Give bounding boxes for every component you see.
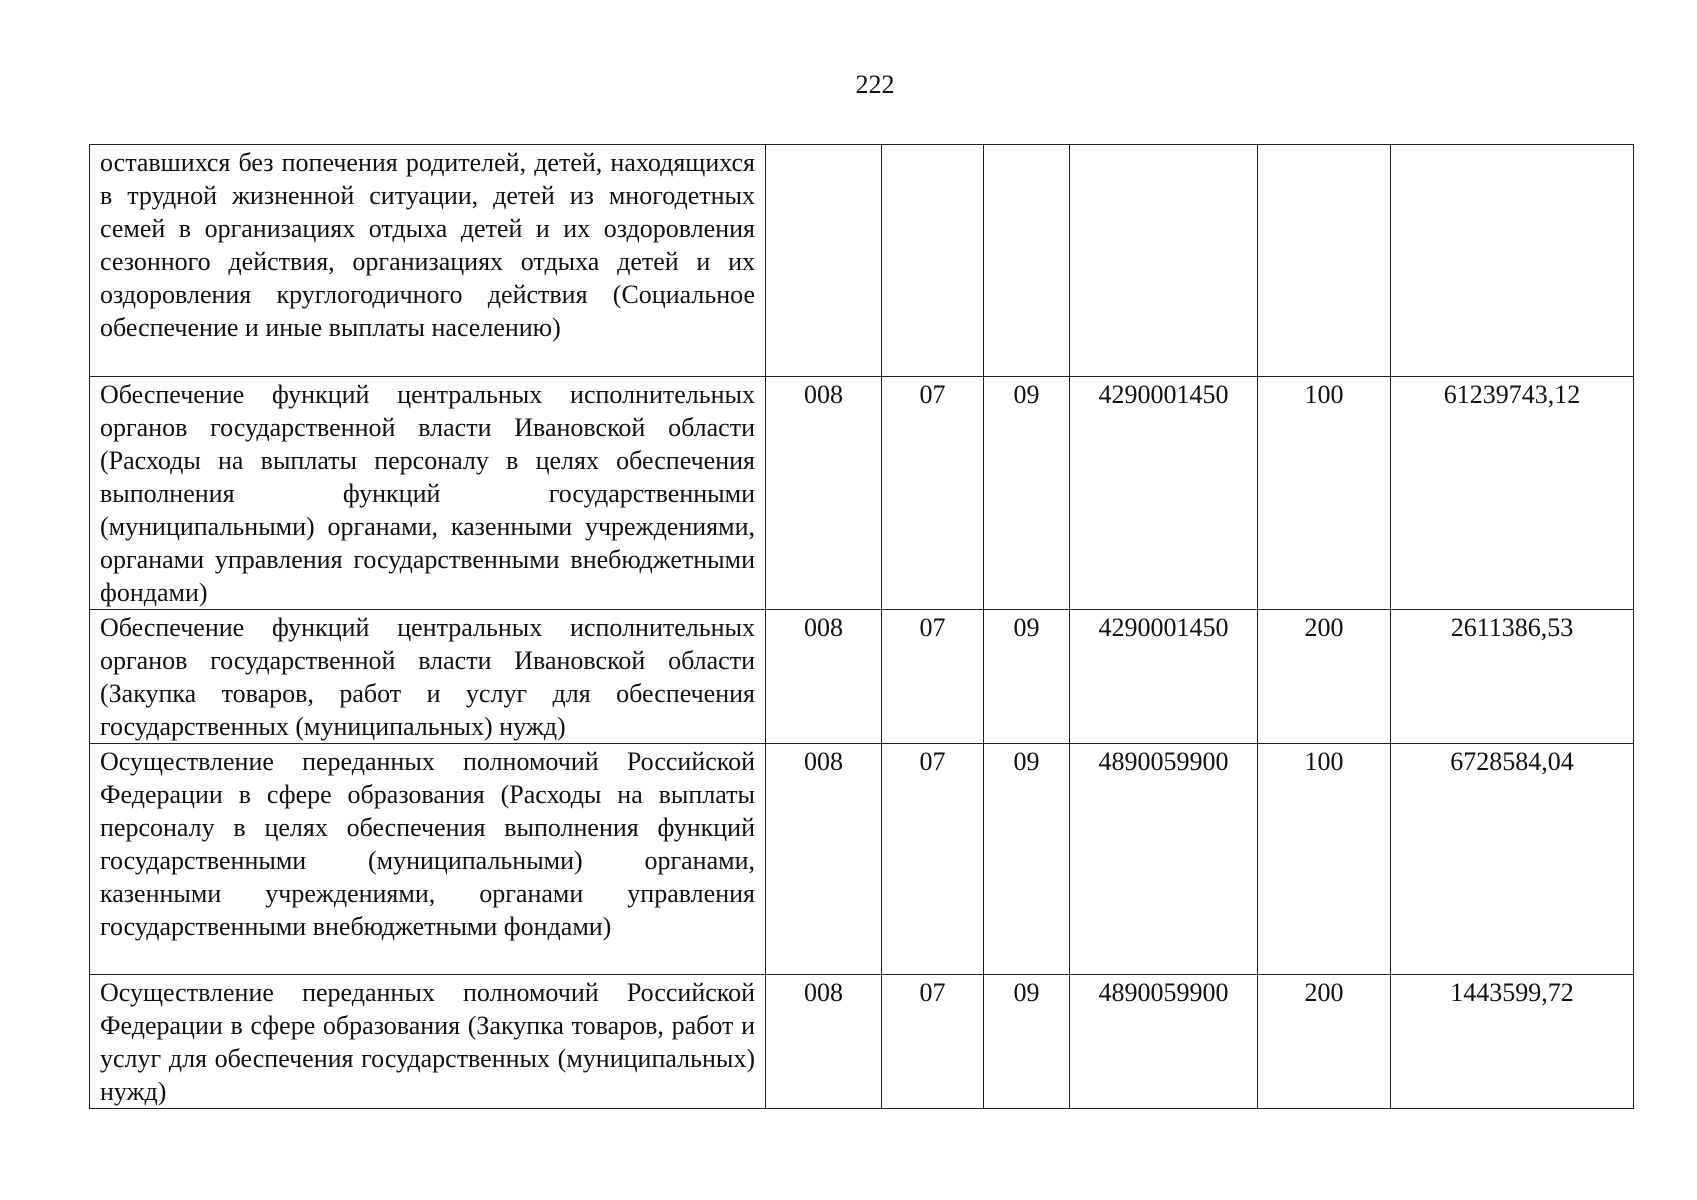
section-code-cell: 07 <box>882 744 984 975</box>
row-description: Осуществление переданных полномочий Российской Федерации в сфере образования (Расходы на выплаты персоналу в целях обеспечения выполнения функций государственными (муниципальными) органами, казенными учреждениями, органами управления государственными внебюджетными фондами) <box>90 744 766 975</box>
subsection-code-cell: 09 <box>984 610 1070 744</box>
budget-table <box>89 144 1634 1109</box>
expense-type-cell: 200 <box>1258 610 1391 744</box>
subsection-code-cell: 09 <box>984 377 1070 610</box>
section-code-cell <box>882 145 984 377</box>
amount-cell: 1443599,72 <box>1391 975 1634 1109</box>
ministry-code-cell: 008 <box>766 377 882 610</box>
ministry-code-cell: 008 <box>766 610 882 744</box>
ministry-code-cell: 008 <box>766 975 882 1109</box>
row-description: Осуществление переданных полномочий Российской Федерации в сфере образования (Закупка товаров, работ и услуг для обеспечения государственных (муниципальных) нужд) <box>90 975 766 1109</box>
page-number: 222 <box>855 70 895 99</box>
ministry-code-cell: 008 <box>766 744 882 975</box>
expense-type-cell: 200 <box>1258 975 1391 1109</box>
target-article-cell: 4290001450 <box>1070 610 1258 744</box>
table-row <box>90 145 1634 377</box>
target-article-cell: 4290001450 <box>1070 377 1258 610</box>
expense-type-cell <box>1258 145 1391 377</box>
section-code-cell: 07 <box>882 377 984 610</box>
subsection-code-cell: 09 <box>984 975 1070 1109</box>
target-article-cell: 4890059900 <box>1070 744 1258 975</box>
section-code-cell: 07 <box>882 610 984 744</box>
expense-type-cell: 100 <box>1258 744 1391 975</box>
table-row <box>90 610 1634 744</box>
row-description: Обеспечение функций центральных исполнительных органов государственной власти Ивановской области (Расходы на выплаты персоналу в целях обеспечения выполнения функций государственными (муниципальными) органами, казенными учреждениями, органами управления государственными внебюджетными фондами) <box>90 377 766 610</box>
amount-cell: 2611386,53 <box>1391 610 1634 744</box>
table-row <box>90 377 1634 610</box>
amount-cell: 61239743,12 <box>1391 377 1634 610</box>
section-code-cell: 07 <box>882 975 984 1109</box>
table-row <box>90 744 1634 975</box>
row-description: оставшихся без попечения родителей, детей, находящихся в трудной жизненной ситуации, детей из многодетных семей в организациях отдыха детей и их оздоровления сезонного действия, организациях отдыха детей и их оздоровления круглогодичного действия (Социальное обеспечение и иные выплаты населению) <box>90 145 766 377</box>
target-article-cell <box>1070 145 1258 377</box>
subsection-code-cell <box>984 145 1070 377</box>
amount-cell <box>1391 145 1634 377</box>
row-description: Обеспечение функций центральных исполнительных органов государственной власти Ивановской области (Закупка товаров, работ и услуг для обеспечения государственных (муниципальных) нужд) <box>90 610 766 744</box>
ministry-code-cell <box>766 145 882 377</box>
table-row <box>90 975 1634 1109</box>
expense-type-cell: 100 <box>1258 377 1391 610</box>
subsection-code-cell: 09 <box>984 744 1070 975</box>
target-article-cell: 4890059900 <box>1070 975 1258 1109</box>
amount-cell: 6728584,04 <box>1391 744 1634 975</box>
